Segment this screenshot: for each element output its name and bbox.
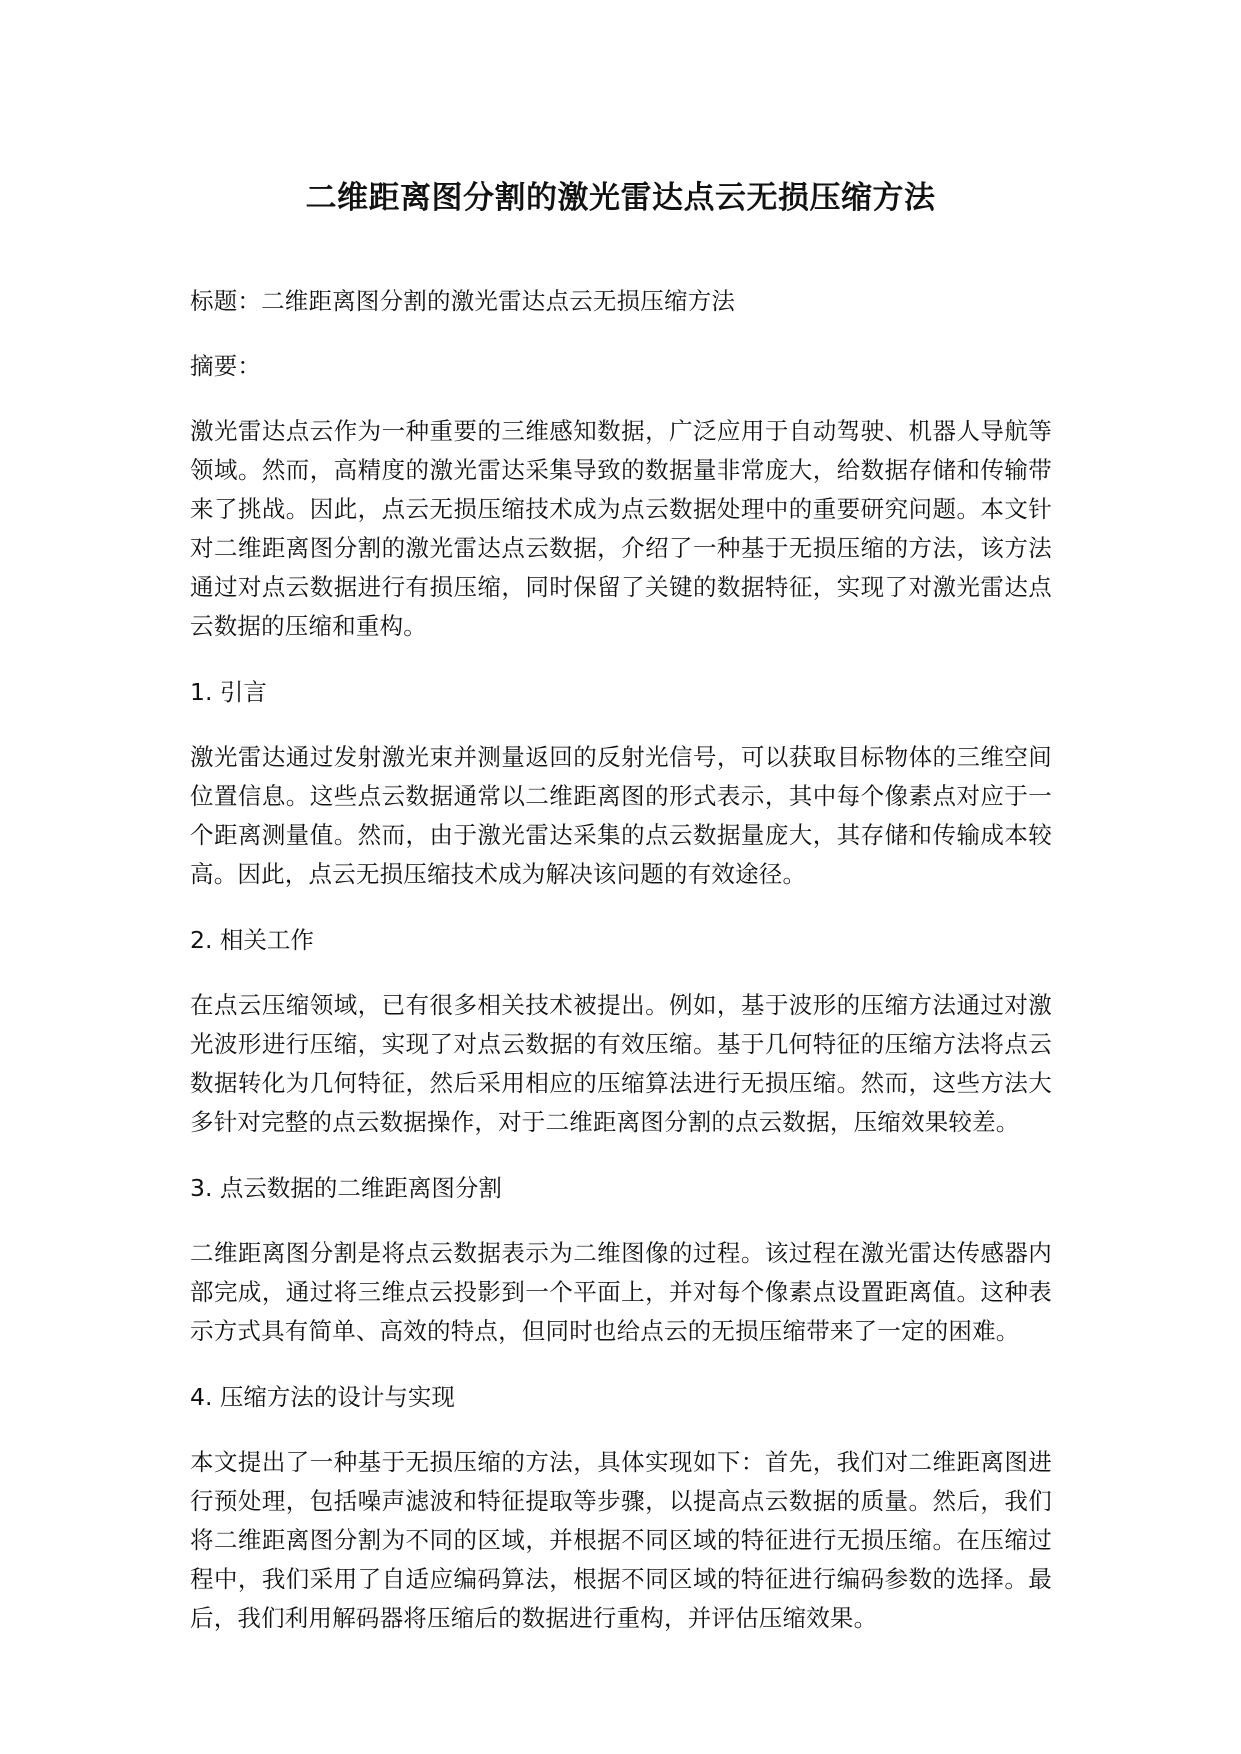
section-paragraph-related-work: 在点云压缩领域，已有很多相关技术被提出。例如，基于波形的压缩方法通过对激光波形进行压缩，实现了对点云数据的有效压缩。基于几何特征的压缩方法将点云数据转化为几何特征，然后采用相应的压缩算法进行无损压缩。然而，这些方法大多针对完整的点云数据操作，对于二维距离图分割的点云数据，压缩效果较差。 <box>190 991 1052 1136</box>
document-body <box>190 282 1052 1665</box>
section-paragraph-introduction: 激光雷达通过发射激光束并测量返回的反射光信号，可以获取目标物体的三维空间位置信息。这些点云数据通常以二维距离图的形式表示，其中每个像素点对应于一个距离测量值。然而，由于激光雷达采集的点云数据量庞大，其存储和传输成本较高。因此，点云无损压缩技术成为解决该问题的有效途径。 <box>190 743 1052 888</box>
section-heading-related-work: 2. 相关工作 <box>190 926 314 954</box>
section-heading-method-design: 4. 压缩方法的设计与实现 <box>190 1383 455 1411</box>
abstract-paragraph: 激光雷达点云作为一种重要的三维感知数据，广泛应用于自动驾驶、机器人导航等领域。然而，高精度的激光雷达采集导致的数据量非常庞大，给数据存储和传输带来了挑战。因此，点云无损压缩技术成为点云数据处理中的重要研究问题。本文针对二维距离图分割的激光雷达点云数据，介绍了一种基于无损压缩的方法，该方法通过对点云数据进行有损压缩，同时保留了关键的数据特征，实现了对激光雷达点云数据的压缩和重构。 <box>190 417 1052 640</box>
section-heading-introduction: 1. 引言 <box>190 678 267 706</box>
document-title: 二维距离图分割的激光雷达点云无损压缩方法 <box>305 180 936 216</box>
section-paragraph-range-image-segmentation: 二维距离图分割是将点云数据表示为二维图像的过程。该过程在激光雷达传感器内部完成，通过将三维点云投影到一个平面上，并对每个像素点设置距离值。这种表示方式具有简单、高效的特点，但同时也给点云的无损压缩带来了一定的困难。 <box>190 1239 1052 1345</box>
section-paragraph-method-design: 本文提出了一种基于无损压缩的方法，具体实现如下：首先，我们对二维距离图进行预处理，包括噪声滤波和特征提取等步骤，以提高点云数据的质量。然后，我们将二维距离图分割为不同的区域，并根据不同区域的特征进行无损压缩。在压缩过程中，我们采用了自适应编码算法，根据不同区域的特征进行编码参数的选择。最后，我们利用解码器将压缩后的数据进行重构，并评估压缩效果。 <box>190 1448 1052 1632</box>
title-line: 标题：二维距离图分割的激光雷达点云无损压缩方法 <box>190 287 736 315</box>
section-heading-range-image-segmentation: 3. 点云数据的二维距离图分割 <box>190 1174 502 1202</box>
abstract-label: 摘要： <box>190 352 262 380</box>
